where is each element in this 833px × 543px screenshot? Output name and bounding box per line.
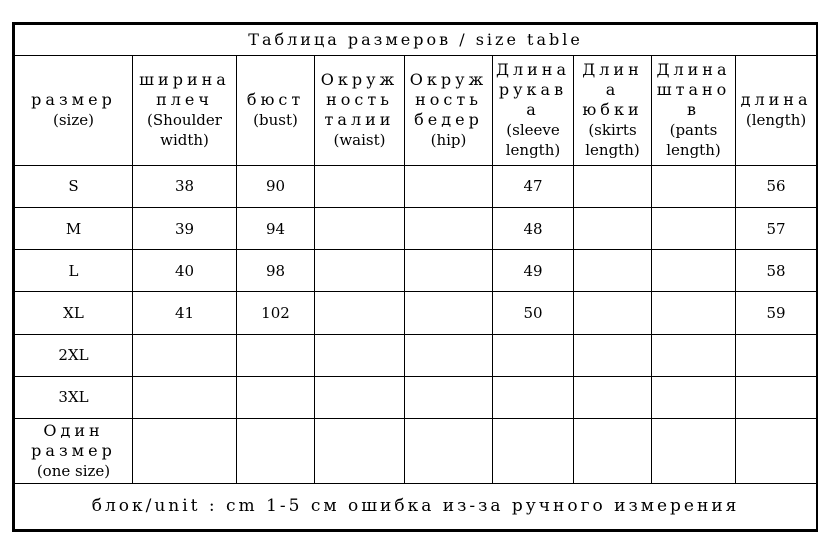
- column-header-en: (waist): [333, 131, 386, 150]
- column-header-en: (pants length): [666, 121, 721, 160]
- column-header-ru: ширина плеч: [139, 70, 230, 110]
- table-cell: [652, 250, 736, 292]
- table-cell: [405, 418, 493, 483]
- size-table: [12, 22, 818, 532]
- table-cell: [405, 165, 493, 207]
- table-cell: [574, 208, 652, 250]
- column-header: [315, 55, 405, 165]
- column-header-ru: размер: [31, 90, 116, 110]
- table-cell: [736, 418, 817, 483]
- table-row: [15, 376, 817, 418]
- column-header: [574, 55, 652, 165]
- column-header: [133, 55, 237, 165]
- column-header: [493, 55, 574, 165]
- table-cell: [574, 292, 652, 334]
- table-cell: [574, 376, 652, 418]
- table-cell: [652, 292, 736, 334]
- column-header-ru: Окружность талии: [320, 70, 399, 130]
- table-cell: 90: [237, 165, 315, 207]
- column-header: [15, 55, 133, 165]
- size-label: M: [15, 208, 133, 250]
- table-cell: [315, 376, 405, 418]
- table-cell: [493, 334, 574, 376]
- table-cell: 49: [493, 250, 574, 292]
- table-cell: [405, 334, 493, 376]
- table-row: [15, 208, 817, 250]
- table-cell: [133, 376, 237, 418]
- table-cell: 41: [133, 292, 237, 334]
- column-header-en: (Shoulder width): [147, 111, 222, 150]
- column-header-ru: Длина штанов: [656, 60, 731, 120]
- column-header: [652, 55, 736, 165]
- size-label: S: [15, 165, 133, 207]
- table-cell: [736, 376, 817, 418]
- column-header: [405, 55, 493, 165]
- table-cell: [237, 334, 315, 376]
- table-cell: [315, 208, 405, 250]
- table-cell: 59: [736, 292, 817, 334]
- table-cell: 56: [736, 165, 817, 207]
- size-label: L: [15, 250, 133, 292]
- table-cell: [315, 250, 405, 292]
- column-header-ru: длина: [740, 90, 812, 110]
- table-cell: [574, 165, 652, 207]
- table-cell: [652, 334, 736, 376]
- table-row: [15, 250, 817, 292]
- table-cell: 58: [736, 250, 817, 292]
- table-cell: 38: [133, 165, 237, 207]
- table-cell: [237, 418, 315, 483]
- table-cell: [315, 292, 405, 334]
- table-cell: 102: [237, 292, 315, 334]
- table-cell: [652, 418, 736, 483]
- column-header-ru: Длина рукава: [495, 60, 571, 120]
- table-cell: [405, 376, 493, 418]
- table-cell: 40: [133, 250, 237, 292]
- table-cell: [493, 376, 574, 418]
- table-cell: 48: [493, 208, 574, 250]
- table-row: [15, 292, 817, 334]
- table-row: [15, 418, 817, 483]
- column-header-en: (length): [745, 111, 807, 130]
- table-cell: [652, 208, 736, 250]
- table-cell: 39: [133, 208, 237, 250]
- table-cell: 47: [493, 165, 574, 207]
- table-row: [15, 334, 817, 376]
- table-cell: 57: [736, 208, 817, 250]
- column-header-ru: бюст: [246, 90, 305, 110]
- table-cell: 94: [237, 208, 315, 250]
- table-cell: [315, 165, 405, 207]
- column-header-en: (hip): [430, 131, 467, 150]
- table-row: [15, 165, 817, 207]
- size-label: 3XL: [15, 376, 133, 418]
- table-cell: [405, 208, 493, 250]
- table-cell: [315, 334, 405, 376]
- column-header-en: (skirts length): [585, 121, 640, 160]
- table-cell: [574, 334, 652, 376]
- table-cell: 50: [493, 292, 574, 334]
- table-title: Таблица размеров / size table: [15, 25, 817, 56]
- column-header-ru: Окружность бедер: [409, 70, 488, 130]
- footer-note: блок/unit : cm 1-5 см ошибка из-за ручного измерения: [15, 483, 817, 529]
- size-label: 2XL: [15, 334, 133, 376]
- table-cell: [574, 418, 652, 483]
- size-label: XL: [15, 292, 133, 334]
- one-size-en: (one size): [36, 461, 111, 480]
- table-cell: [493, 418, 574, 483]
- table-cell: [405, 250, 493, 292]
- table-cell: [315, 418, 405, 483]
- table-cell: [133, 334, 237, 376]
- table-cell: [652, 165, 736, 207]
- column-header: [736, 55, 817, 165]
- column-header-en: (sleeve length): [505, 121, 561, 160]
- column-header: [237, 55, 315, 165]
- table-cell: [405, 292, 493, 334]
- column-header-en: (bust): [253, 111, 298, 130]
- table-cell: [574, 250, 652, 292]
- table-cell: 98: [237, 250, 315, 292]
- table-cell: [736, 334, 817, 376]
- table-cell: [133, 418, 237, 483]
- table-cell: [237, 376, 315, 418]
- column-header-ru: Длина юбки: [582, 60, 643, 120]
- column-header-en: (size): [53, 111, 94, 130]
- size-label: [15, 418, 133, 483]
- table-cell: [652, 376, 736, 418]
- one-size-ru: Один размер: [31, 420, 116, 460]
